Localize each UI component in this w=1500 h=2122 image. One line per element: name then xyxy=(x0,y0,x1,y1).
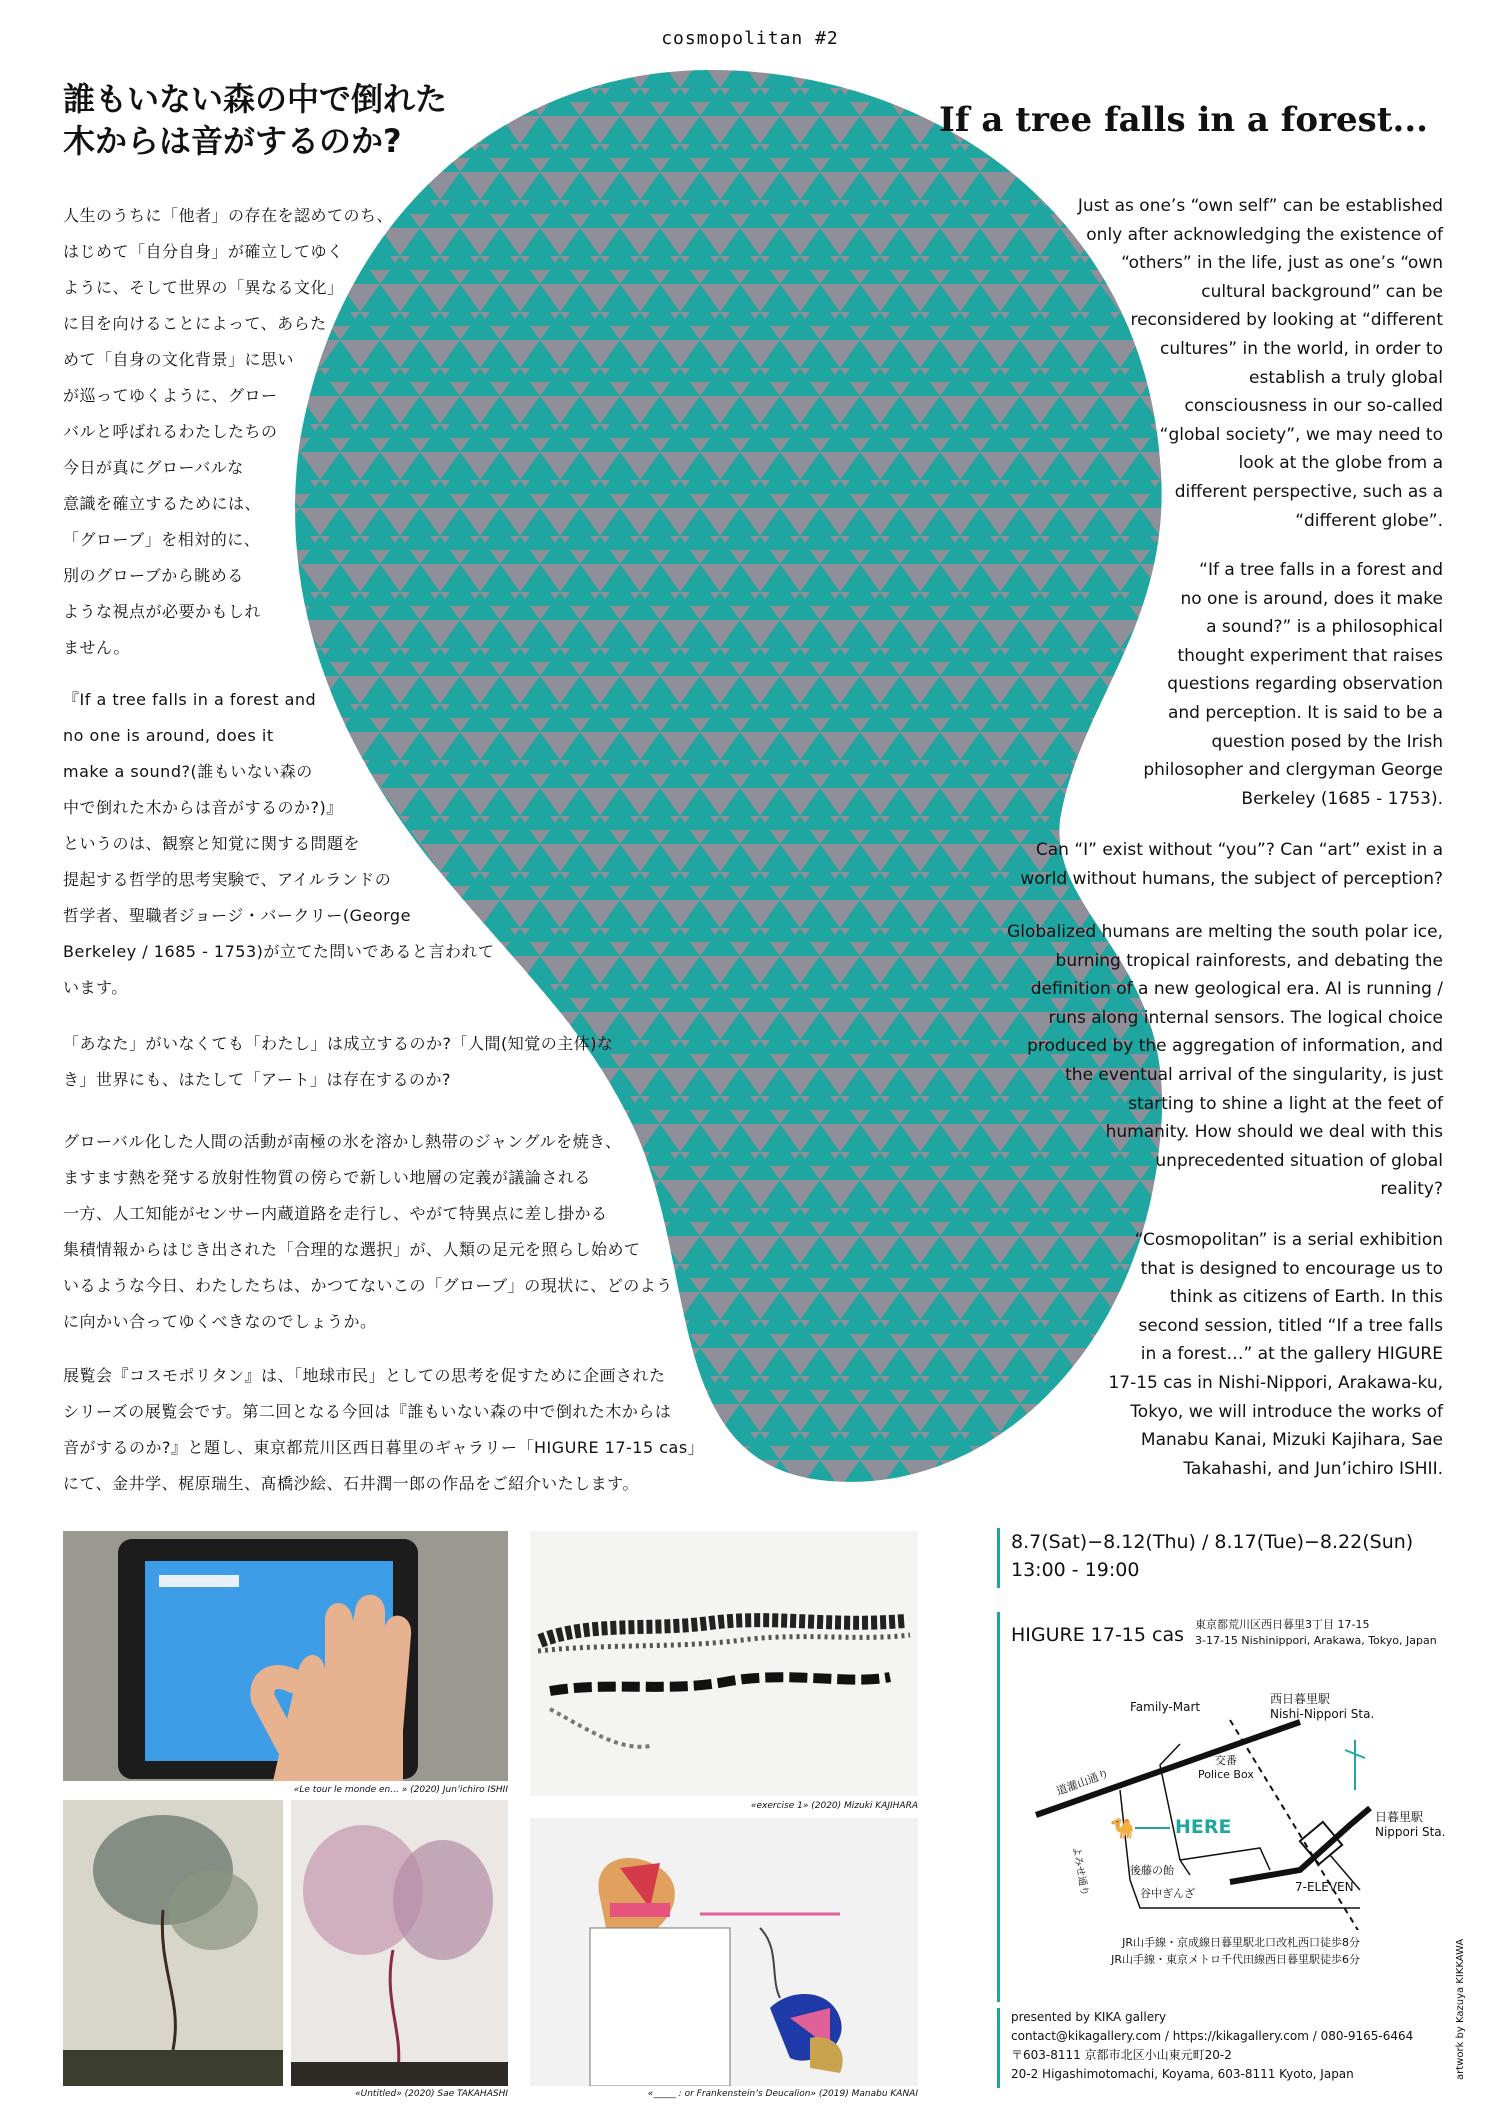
dates-accent-bar xyxy=(997,1528,1000,1588)
access-map xyxy=(1030,1680,1450,1930)
venue-address-jp: 東京都荒川区西日暮里3丁目 17-15 xyxy=(1195,1618,1370,1631)
presenter-accent-bar xyxy=(997,2008,1000,2088)
caption-ishii: «Le tour le monde en... » (2020) Jun’ichiro ISHII xyxy=(293,1785,508,1795)
date-range: 8.7(Sat)−8.12(Thu) / 8.17(Tue)−8.22(Sun) xyxy=(1011,1531,1414,1553)
jp-paragraph-5: 展覧会『コスモポリタン』は、「地球市民」としての思考を促すために企画された シリーズの展覧会です。第二回となる今回は『誰もいない森の中で倒れた木からは 音がするのか?』と題し、東京都荒川区西日暮里のギャラリー「HIGURE 17-15 cas」 にて、金井学、梶原瑞生、髙橋沙絵、石井潤一郎の作品をご紹介いたします。 xyxy=(63,1366,705,1493)
ink-stroke-illustration xyxy=(530,1531,918,1796)
presenter-name: presented by KIKA gallery xyxy=(1011,2010,1167,2024)
map-here: HERE xyxy=(1175,1816,1232,1838)
en-paragraph-2: “If a tree falls in a forest and no one is around, does it make a sound?” is a philosophical thought experiment that raises questions regarding observation and perception. It is said to be a question posed by the Irish philosopher and clergyman George Berkeley (1685 - 1753). xyxy=(1143,560,1443,809)
camel-icon: 🐪 xyxy=(1110,1816,1135,1840)
map-police-box: 交番 Police Box xyxy=(1198,1754,1254,1781)
map-dokanyama: 道灌山通り xyxy=(1054,1766,1111,1798)
en-paragraph-1: Just as one’s “own self” can be established only after acknowledging the existence of “others” in the life, just as one’s “own cultural background” can be reconsidered by looking at “different cultures” in the world, in order to establish a truly global consciousness in our so-called “global society”, we may need to look at the globe from a different perspective, such as a “different globe”. xyxy=(1077,196,1443,531)
map-nishi-nippori: 西日暮里駅 Nishi-Nippori Sta. xyxy=(1270,1692,1375,1721)
artwork-credit: artwork by Kazuya KIKKAWA xyxy=(1455,1938,1466,2080)
opening-hours: 13:00 - 19:00 xyxy=(1011,1559,1140,1581)
presenter-address-jp: 〒603-8111 京都市北区小山東元町20-2 xyxy=(1011,2048,1232,2062)
venue-accent-bar xyxy=(997,1612,1000,2002)
title-jp-line-2: 木からは音がするのか? xyxy=(63,122,402,160)
photo-ishii-tablet xyxy=(63,1531,508,1781)
map-yomise: よみせ通り xyxy=(1070,1845,1090,1897)
map-goto: 後藤の飴 xyxy=(1130,1864,1174,1877)
kanai-installation xyxy=(530,1818,918,2086)
caption-kajihara: «exercise 1» (2020) Mizuki KAJIHARA xyxy=(750,1801,918,1811)
presenter-contact: contact@kikagallery.com / https://kikagallery.com / 080-9165-6464 xyxy=(1011,2029,1414,2043)
jp-paragraph-3: 「あなた」がいなくても「わたし」は成立するのか?「人間(知覚の主体)な き」世界にも、はたして「アート」は存在するのか? xyxy=(63,1034,614,1089)
photo-takahashi xyxy=(63,1800,508,2086)
title-jp xyxy=(63,78,503,162)
map-nippori: 日暮里駅 Nippori Sta. xyxy=(1375,1810,1446,1839)
en-paragraph-5: “Cosmopolitan” is a serial exhibition that is designed to encourage us to think as citizens of Earth. In this second session, titled “If a tree falls in a forest…” at the gallery HIGURE 17-15 cas in Nishi-Nippori, Arakawa-ku, Tokyo, we will introduce the works of Manabu Kanai, Mizuki Kajihara, Sae Takahashi, and Jun’ichiro ISHII. xyxy=(1108,1230,1443,1479)
caption-takahashi: «Untitled» (2020) Sae TAKAHASHI xyxy=(355,2089,508,2099)
photo-kajihara-ink xyxy=(530,1531,918,1796)
access-line-2: JR山手線・東京メトロ千代田線西日暮里駅徒歩6分 xyxy=(1111,1953,1360,1966)
map-seven-eleven: 7-ELEVEN xyxy=(1295,1880,1354,1894)
jp-paragraph-1: 人生のうちに「他者」の存在を認めてのち、 はじめて「自分自身」が確立してゆく ように、そして世界の「異なる文化」 に目を向けることによって、あらた めて「自身の文化背景」に思い が巡ってゆくように、グロー バルと呼ばれるわたしたちの 今日が真にグローバルな 意識を確立するためには、 「グローブ」を相対的に、 別のグローブから眺める ような視点が必要かもしれ ません。 xyxy=(63,206,394,657)
jp-paragraph-4: グローバル化した人間の活動が南極の氷を溶かし熱帯のジャングルを焼き、 ますます熱を発する放射性物質の傍らで新しい地層の定義が議論される 一方、人工知能がセンサー内蔵道路を走行し、やがて特異点に差し掛かる 集積情報からはじき出された「合理的な選択」が、人類の足元を照らし始めて いるような今日、わたしたちは、かつてないこの「グローブ」の現状に、どのよう に向かい合ってゆくべきなのでしょうか。 xyxy=(63,1132,673,1331)
jp-paragraph-2: 『If a tree falls in a forest and no one is around, does it make a sound?(誰もいない森の 中で倒れた木からは音がするのか?)』 というのは、観察と知覚に関する問題を 提起する哲学的思考実験で、アイルランドの 哲学者、聖職者ジョージ・バークリー(George Berkeley / 1685 - 1753)が立てた問いであると言われて います。 xyxy=(63,690,495,997)
series-label: cosmopolitan #2 xyxy=(661,28,839,49)
access-info xyxy=(1030,1934,1360,1968)
tablet-hand-illustration xyxy=(63,1531,508,1781)
venue-address-en: 3-17-15 Nishinippori, Arakawa, Tokyo, Japan xyxy=(1195,1634,1437,1647)
exhibition-dates xyxy=(1011,1528,1413,1584)
en-paragraph-3: Can “I” exist without “you”? Can “art” exist in a world without humans, the subject of perception? xyxy=(1020,840,1443,889)
access-line-1: JR山手線・京成線日暮里駅北口改札西口徒歩8分 xyxy=(1122,1936,1360,1949)
title-en: If a tree falls in a forest... xyxy=(939,100,1428,140)
presenter-info xyxy=(1011,2008,1413,2084)
map-family-mart: Family-Mart xyxy=(1130,1700,1201,1714)
takahashi-paintings xyxy=(63,1800,508,2086)
title-jp-line-1: 誰もいない森の中で倒れた xyxy=(63,80,448,118)
caption-kanai: «_____ : or Frankenstein’s Deucalion» (2019) Manabu KANAI xyxy=(647,2089,918,2099)
photo-kanai xyxy=(530,1818,918,2086)
en-paragraph-4: Globalized humans are melting the south polar ice, burning tropical rainforests, and debating the definition of a new geological era. AI is running / runs along internal sensors. The logical choice produced by the aggregation of information, and the eventual arrival of the singularity, is just starting to shine a light at the feet of humanity. How should we deal with this unprecedented situation of global reality? xyxy=(1007,922,1443,1200)
venue-address xyxy=(1195,1617,1437,1649)
presenter-address-en: 20-2 Higashimotomachi, Koyama, 603-8111 Kyoto, Japan xyxy=(1011,2067,1354,2081)
map-yanaka: 谷中ぎんざ xyxy=(1140,1887,1195,1900)
venue-name: HIGURE 17-15 cas xyxy=(1011,1624,1185,1646)
